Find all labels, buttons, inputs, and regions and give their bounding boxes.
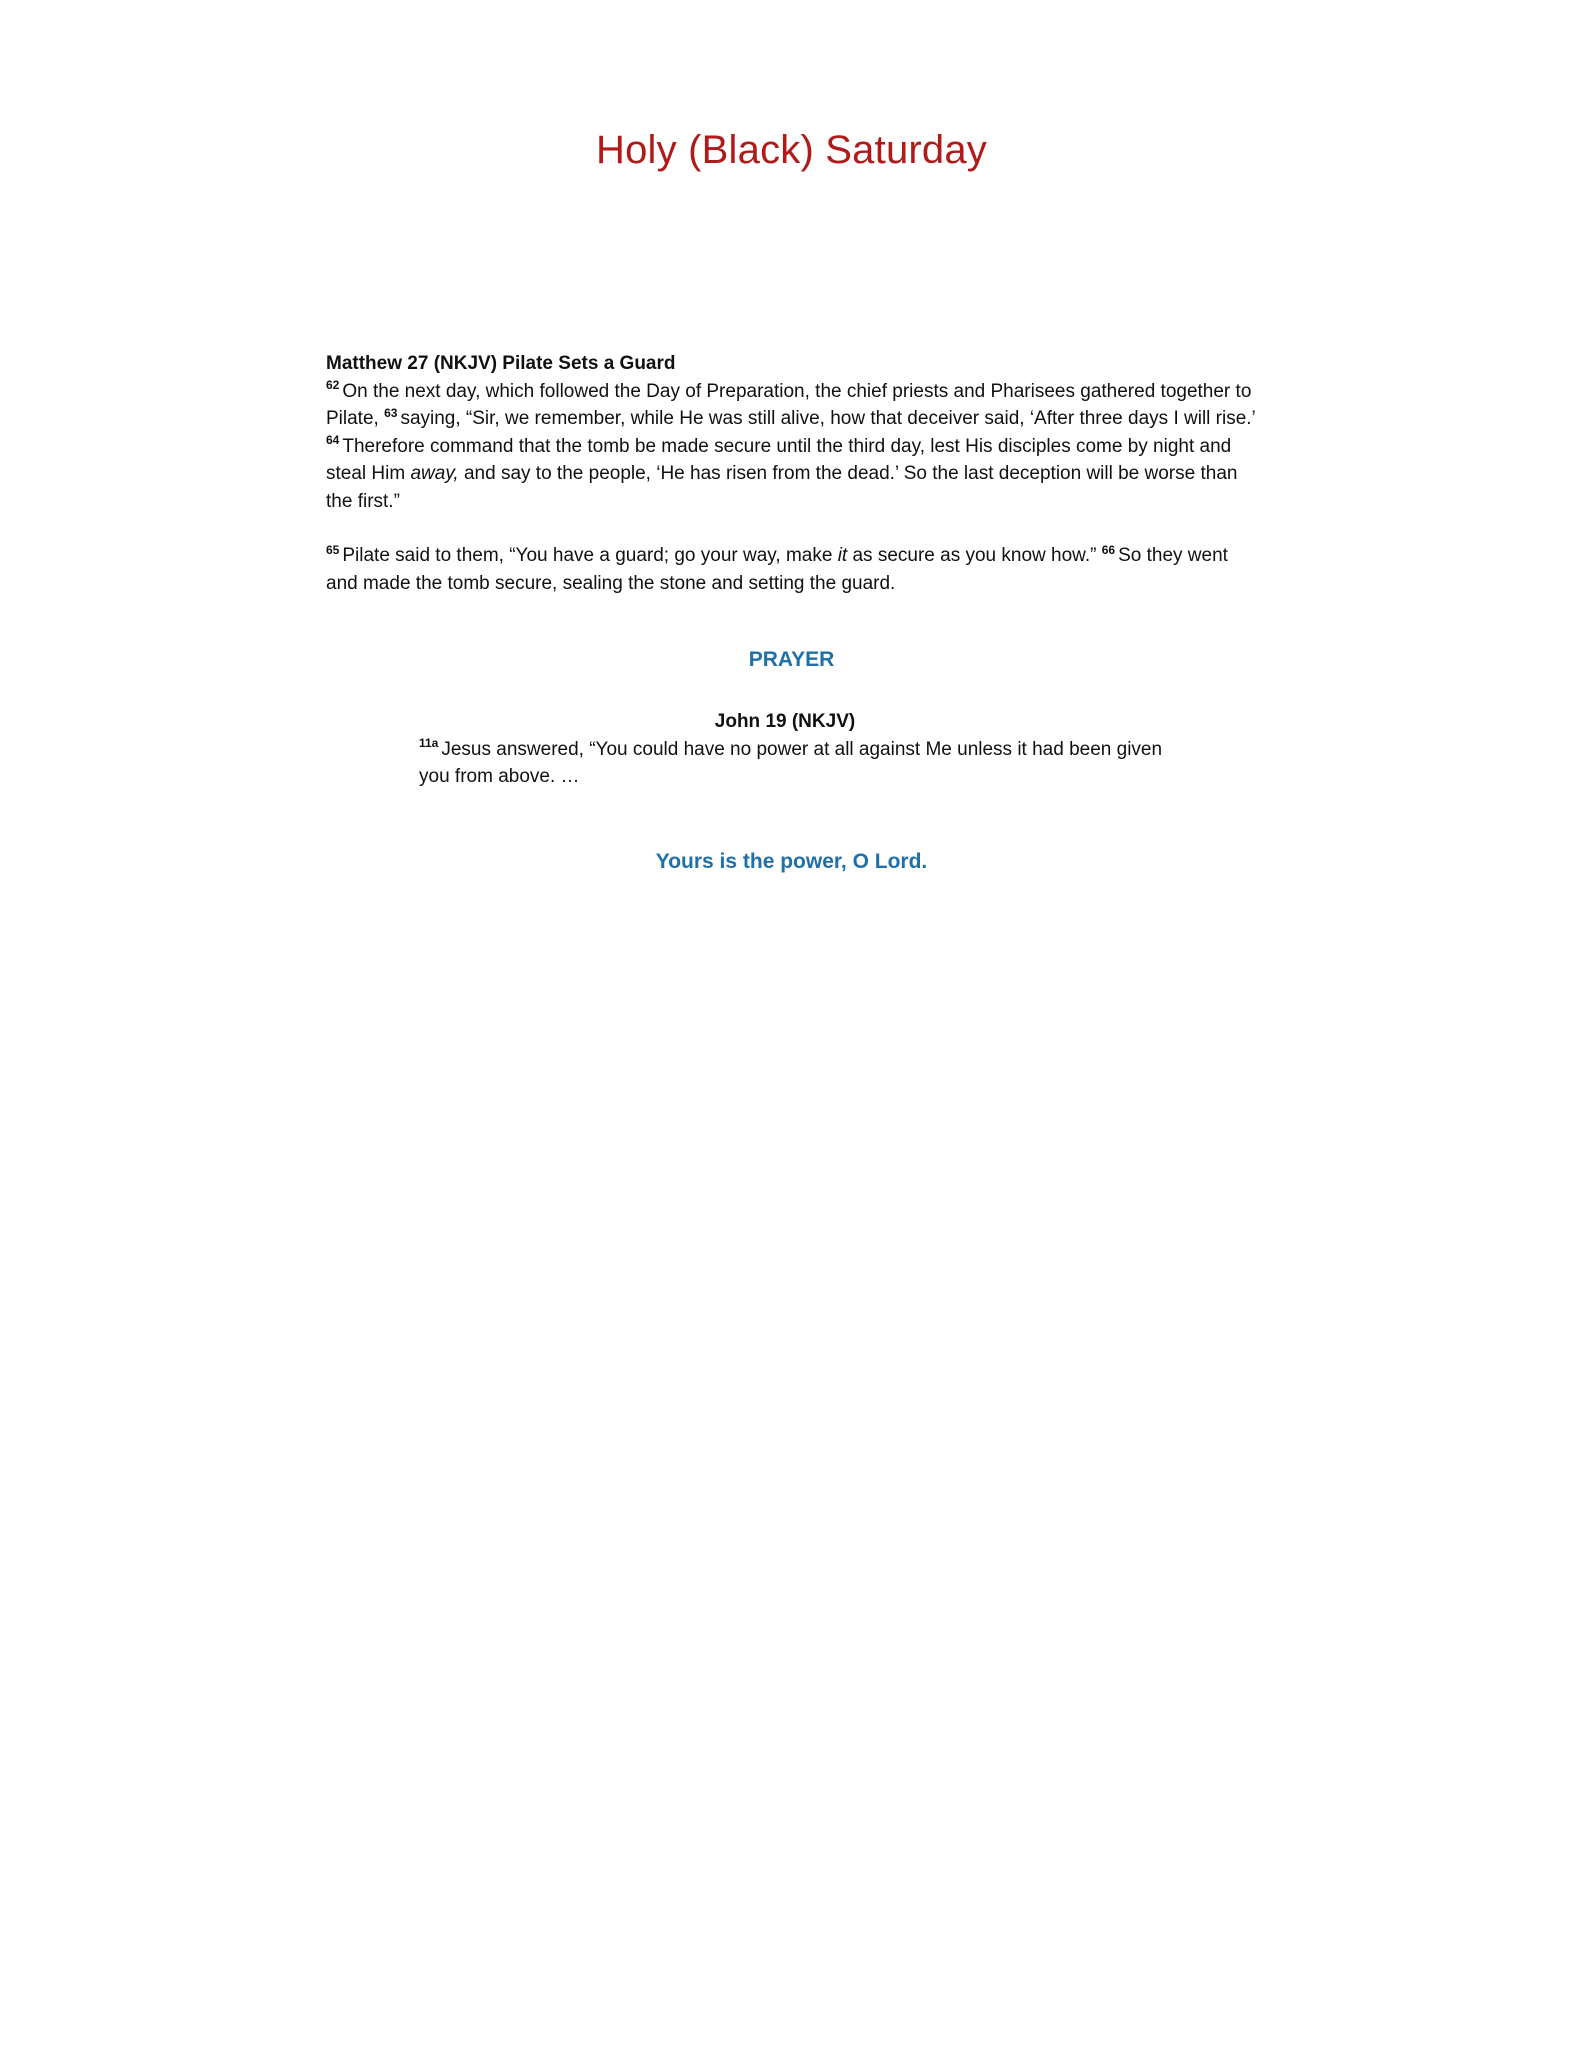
verse-text: Pilate said to them, “You have a guard; go your way, make [342, 545, 833, 566]
verse-number: 65 [326, 542, 340, 557]
verse-number: 62 [326, 378, 340, 393]
verse-number: 64 [326, 433, 340, 448]
john-passage [419, 708, 1179, 791]
verse-text: as secure as you know how.” [852, 545, 1097, 566]
verse-text: saying, “Sir, we remember, while He was still alive, how that deceiver said, ‘After three days I will rise.’ [400, 408, 1256, 429]
verse-number: 11a [419, 736, 439, 751]
verse-text: So they went and made the tomb secure, sealing the stone and setting the guard. [326, 545, 1228, 594]
italic-word: it [837, 545, 848, 566]
passage-paragraph [326, 378, 1256, 516]
passage-paragraph [326, 542, 1256, 597]
page-title: Holy (Black) Saturday [596, 128, 987, 172]
closing-prayer-line: Yours is the power, O Lord. [655, 850, 928, 873]
verse-text: On the next day, which followed the Day of Preparation, the chief priests and Pharisees gathered together to Pilate, [326, 380, 1252, 429]
passage-heading: John 19 (NKJV) [714, 711, 856, 732]
verse-text: Therefore command that the tomb be made secure until the third day, lest His disciples come by night and steal Him [326, 435, 1232, 484]
verse-number: 63 [384, 405, 398, 420]
italic-word: away, [410, 463, 459, 484]
prayer-heading: PRAYER [748, 648, 835, 671]
verse-text: Jesus answered, “You could have no power at all against Me unless it had been given you from above. … [419, 738, 1163, 787]
verse-number: 66 [1101, 542, 1116, 557]
matthew-passage [326, 350, 1256, 597]
passage-paragraph [419, 736, 1179, 791]
verse-text: and say to the people, ‘He has risen from the dead.’ So the last deception will be worse than the first.” [326, 463, 1238, 512]
passage-heading: Matthew 27 (NKJV) Pilate Sets a Guard [326, 353, 676, 374]
